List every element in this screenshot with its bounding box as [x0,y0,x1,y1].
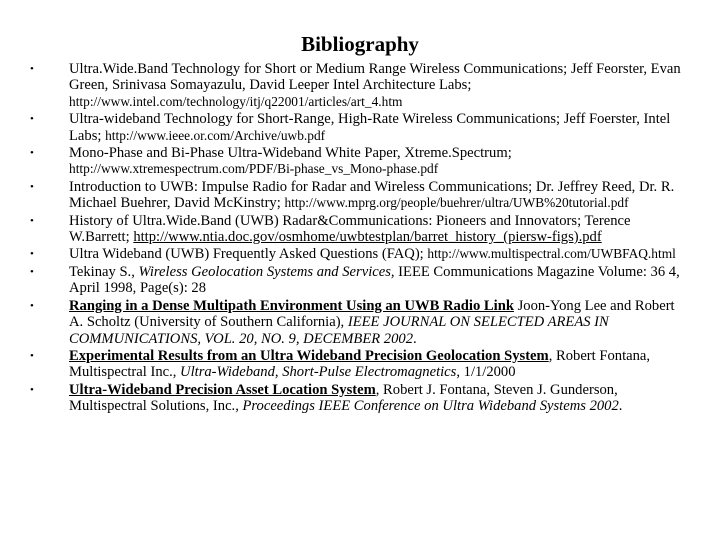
bullet-icon: • [30,180,34,193]
reference-authors: Joon-Yong Lee and Robert A. Scholtz (University of Southern California), [69,297,675,331]
bullet-icon: • [30,299,34,312]
list-item [30,246,690,262]
reference-authors: , Robert J. Fontana, Steven J. Gunderson, Multispectral Solutions, Inc., [69,381,618,415]
reference-url[interactable]: http://www.multispectral.com/UWBFAQ.html [427,246,676,262]
reference-text: Mono-Phase and Bi-Phase Ultra-Wideband White Paper, Xtreme.Spectrum; [69,145,512,162]
bullet-icon: • [30,383,34,396]
reference-authors: , Robert Fontana, Multispectral Inc., [69,347,651,381]
reference-title: Wireless Geolocation Systems and Services, [138,263,395,280]
reference-text: Ultra Wideband (UWB) Frequently Asked Questions (FAQ); [69,246,428,263]
bullet-icon: • [30,265,34,278]
reference-end: , 1/1/2000 [456,364,516,381]
list-item [30,348,690,381]
reference-journal: Proceedings IEEE Conference on Ultra Wideband Systems 2002 [242,398,619,415]
bullet-icon: • [30,349,34,362]
reference-author: Tekinay S., [69,263,139,280]
reference-url[interactable]: http://www.mprg.org/people/buehrer/ultra/UWB%20tutorial.pdf [284,195,629,211]
reference-link[interactable]: Ranging in a Dense Multipath Environment Using an UWB Radio Link [69,297,514,314]
list-item [30,145,690,178]
reference-url[interactable]: http://www.xtremespectrum.com/PDF/Bi-phase_vs_Mono-phase.pdf [69,161,439,177]
reference-text: Introduction to UWB: Impulse Radio for Radar and Wireless Communications; Dr. Jeffrey Reed, Dr. R. Michael Buehrer, David McKinstry; [69,178,675,212]
reference-journal: IEEE JOURNAL ON SELECTED AREAS IN COMMUNICATIONS, VOL. 20, NO. 9, DECEMBER 2002 [69,314,609,347]
bullet-icon: • [30,63,34,75]
reference-end: . [618,398,623,415]
bullet-icon: • [30,248,34,261]
reference-text: Ultra.Wide.Band Technology for Short or Medium Range Wireless Communications; Jeff Feorster, Evan Green, Srinivasa Somayazulu, David Leeper Intel Architecture Labs; [69,61,681,94]
reference-url[interactable]: http://www.ntia.doc.gov/osmhome/uwbtestplan/barret_history_(piersw-figs).pdf [133,229,602,246]
bullet-icon: • [30,113,34,126]
reference-journal: Ultra-Wideband, Short-Pulse Electromagnetics [180,364,457,381]
reference-end: . [413,330,417,347]
bullet-icon: • [30,147,34,160]
list-item [30,61,690,110]
list-item [30,264,690,297]
reference-link[interactable]: Experimental Results from an Ultra Wideband Precision Geolocation System [69,347,549,364]
list-item [30,179,690,212]
list-item [30,298,690,347]
bullet-icon: • [30,214,34,227]
list-item [30,213,690,246]
reference-url[interactable]: http://www.intel.com/technology/itj/q22001/articles/art_4.htm [69,93,403,109]
bibliography-list [30,61,690,416]
reference-link[interactable]: Ultra-Wideband Precision Asset Location System [69,381,376,398]
list-item [30,382,690,415]
reference-url[interactable]: http://www.ieee.or.com/Archive/uwb.pdf [105,127,326,143]
list-item [30,111,690,144]
reference-text: History of Ultra.Wide.Band (UWB) Radar&Communications: Pioneers and Innovators; Terence W.Barrett; [69,212,631,246]
reference-source: IEEE Communications Magazine Volume: 36 4, April 1998, Page(s): 28 [69,263,680,297]
reference-text: Ultra-wideband Technology for Short-Range, High-Rate Wireless Communications; Jeff Foerster, Intel Labs; [69,111,671,144]
page-title: Bibliography [301,32,419,56]
